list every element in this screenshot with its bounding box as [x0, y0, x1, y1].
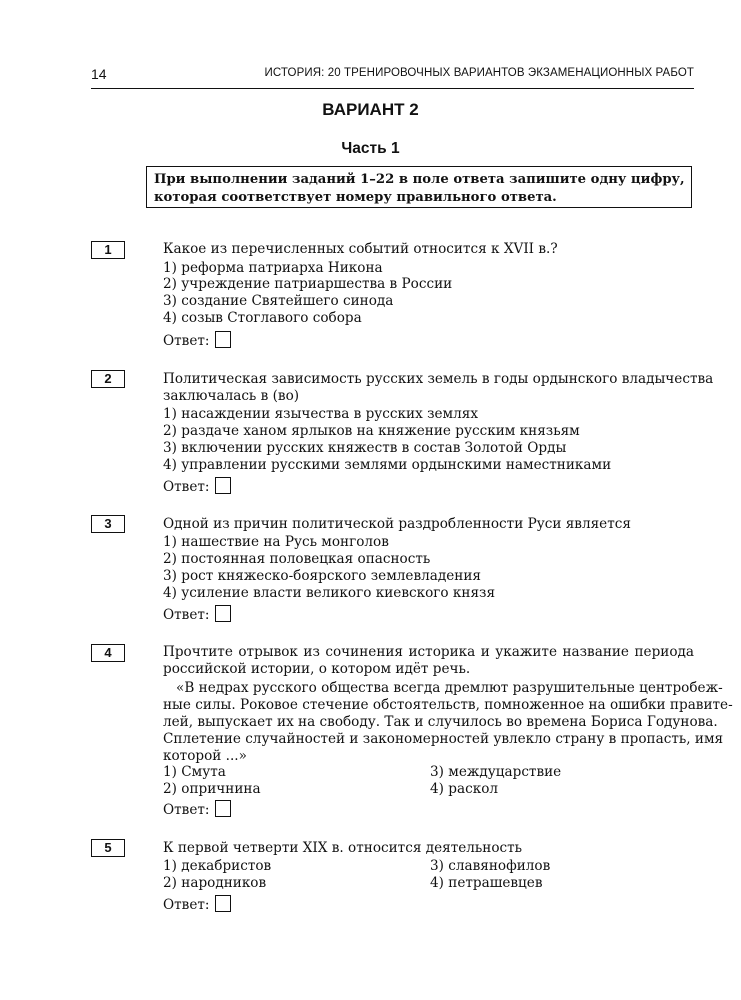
- task-4-answer-label: Ответ:: [163, 802, 210, 818]
- task-4-answer-input[interactable]: [215, 800, 231, 817]
- task-1-question: Какое из перечисленных событий относится к XVII в.?: [163, 241, 558, 257]
- task-1-option-2: 2) учреждение патриаршества в России: [163, 276, 453, 292]
- task-1-number-box: 1: [91, 241, 125, 259]
- task-3-answer-input[interactable]: [215, 605, 231, 622]
- task-2-number-box: 2: [91, 370, 125, 388]
- task-4-option-3: 3) междуцарствие: [430, 764, 562, 780]
- page-number: 14: [91, 66, 107, 82]
- task-4-quote-line-5: которой ...»: [163, 748, 247, 764]
- running-title: ИСТОРИЯ: 20 ТРЕНИРОВОЧНЫХ ВАРИАНТОВ ЭКЗАМЕНАЦИОННЫХ РАБОТ: [264, 67, 694, 79]
- task-3-option-2: 2) постоянная половецкая опасность: [163, 551, 431, 567]
- task-4-question-line-2: российской истории, о котором идёт речь.: [163, 661, 471, 677]
- task-4-quote-line-4: Сплетение случайностей и закономерностей увлекло страну в пропасть, имя: [163, 731, 724, 747]
- task-1-answer-input[interactable]: [215, 331, 231, 348]
- task-3-option-1: 1) нашествие на Русь монголов: [163, 534, 389, 550]
- task-3-question: Одной из причин политической раздробленности Руси является: [163, 516, 631, 532]
- part-title: Часть 1: [341, 140, 400, 157]
- task-4-quote-line-1: «В недрах русского общества всегда дремлют разрушительные центробеж-: [176, 680, 723, 696]
- task-2-question-line-1: Политическая зависимость русских земель в годы ордынского владычества: [163, 371, 714, 387]
- task-3-option-3: 3) рост княжеско-боярского землевладения: [163, 568, 481, 584]
- task-4-number-box: 4: [91, 644, 125, 662]
- task-1-option-1: 1) реформа патриарха Никона: [163, 260, 383, 276]
- task-1-option-4: 4) созыв Стоглавого собора: [163, 310, 362, 326]
- task-5-number-box: 5: [91, 839, 125, 857]
- task-2-option-3: 3) включении русских княжеств в состав Золотой Орды: [163, 440, 567, 456]
- task-2-answer-input[interactable]: [215, 477, 231, 494]
- task-5-option-3: 3) славянофилов: [430, 858, 551, 874]
- task-4-option-1: 1) Смута: [163, 764, 226, 780]
- task-1-option-3: 3) создание Святейшего синода: [163, 293, 394, 309]
- task-2-option-2: 2) раздаче ханом ярлыков на княжение русским князьям: [163, 423, 580, 439]
- task-5-question: К первой четверти XIX в. относится деятельность: [163, 840, 523, 856]
- task-5-option-4: 4) петрашевцев: [430, 875, 543, 891]
- task-1-answer-label: Ответ:: [163, 333, 210, 349]
- variant-title: ВАРИАНТ 2: [322, 100, 419, 119]
- instruction-line: которая соответствует номеру правильного ответа.: [154, 190, 557, 205]
- task-4-question-line-1: Прочтите отрывок из сочинения историка и укажите название периода: [163, 644, 694, 660]
- task-5-option-1: 1) декабристов: [163, 858, 272, 874]
- task-2-option-4: 4) управлении русскими землями ордынскими наместниками: [163, 457, 612, 473]
- task-2-option-1: 1) насаждении язычества в русских землях: [163, 406, 478, 422]
- task-2-answer-label: Ответ:: [163, 479, 210, 495]
- task-5-answer-input[interactable]: [215, 895, 231, 912]
- page-header: [91, 66, 694, 89]
- task-3-number-box: 3: [91, 515, 125, 533]
- task-3-option-4: 4) усиление власти великого киевского князя: [163, 585, 496, 601]
- instruction-line: При выполнении заданий 1–22 в поле ответа запишите одну цифру,: [154, 172, 685, 187]
- task-4-option-4: 4) раскол: [430, 781, 499, 797]
- task-4-quote-line-3: лей, выпускает их на свободу. Так и случилось во времена Бориса Годунова.: [163, 714, 718, 730]
- task-3-answer-label: Ответ:: [163, 607, 210, 623]
- instruction-box: [146, 166, 692, 208]
- task-4-quote-line-2: ные силы. Роковое стечение обстоятельств, помноженное на ошибки правите-: [163, 697, 733, 713]
- task-4-option-2: 2) опричнина: [163, 781, 261, 797]
- task-2-question-line-2: заключалась в (во): [163, 388, 300, 404]
- task-5-option-2: 2) народников: [163, 875, 267, 891]
- task-5-answer-label: Ответ:: [163, 897, 210, 913]
